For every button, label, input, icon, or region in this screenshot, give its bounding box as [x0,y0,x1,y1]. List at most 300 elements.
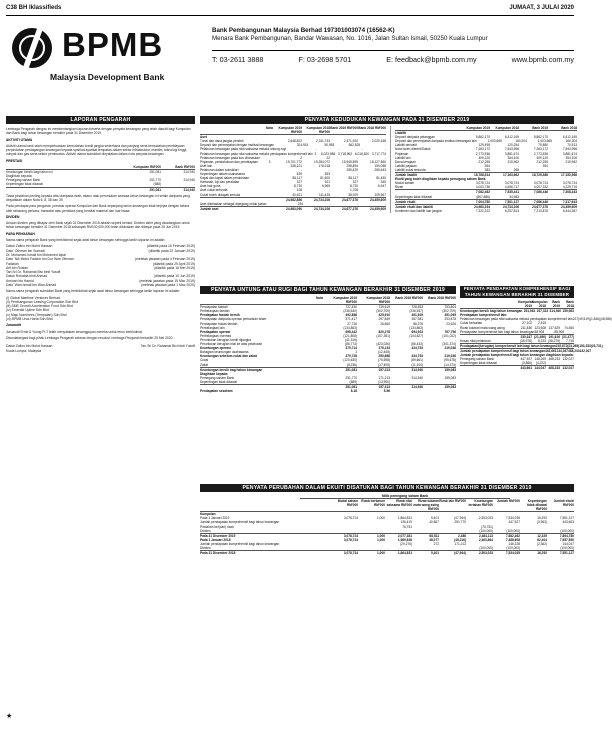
juruaudit-text: Juruaudit Ernst & Young PLT telah menyatakan kesanggupan mereka untuk terus berkhidmat. [6,329,143,334]
row-label: Deposit dan penempatan daripada institusi kewangan lain [395,139,477,144]
subsidiary-name: (i) Global Maritime Ventures Berhad [6,295,60,300]
column-header: Bank 2018 RM'000 [358,126,386,130]
value-cell: (689) [349,379,357,384]
value-cell: 6,444,387 [562,208,577,213]
value-cell: 7,557,590 [559,537,574,542]
row-label: Pendapatan sesaham [200,389,233,394]
column-header: Kumpulan 2019 [466,126,490,130]
value-cell: 5,401 [431,551,439,556]
row-label: Liabiliti cukai tertunda [395,167,426,172]
value-cell: 81,600 [320,176,330,181]
ekuiti-table [200,499,574,555]
column-header: Bank 2019 [552,300,560,309]
value-cell: 74,550 [564,325,574,330]
value-cell: 2,648,822 [287,139,302,144]
value-cell: 739,619 [378,305,390,310]
value-cell: (302,709) [442,309,456,314]
table-row [460,339,574,343]
value-cell: 3,078,724 [343,533,358,538]
value-cell: 275,133 [378,346,390,351]
column-header: Bank 2019 RM'000 [395,296,423,300]
value-cell: 4,007,332 [533,185,548,190]
value-cell: 553 [324,172,330,177]
value-cell: 3,881,674 [562,151,577,156]
value-cell: (107,351) [376,333,390,338]
director-name: Datuk Zalino bin Mohd Hassan [6,244,53,249]
para-2: Pada pendapat para pengarah, prestasi operasi Kumpulan dan Bank sepanjang tahun kewangan tidak terjejas dengan ketara oleh sebarang perkara, transaksi atau peristiwa yang bersifat material dan luar biasa. [6,204,190,213]
note-cell [266,202,275,206]
table-row [200,546,574,550]
value-cell [385,529,412,533]
director-note: (dilantik pada 29 April 2019) [152,261,195,266]
row-label: Kepentingan dalam usahasama [200,172,245,177]
value-cell: (23,265) [567,343,580,348]
value-cell: 6,016,620 [354,151,370,156]
value-cell: - [454,379,456,384]
value-cell: 293,878 [444,317,456,322]
value-cell: 451,095 [444,313,456,318]
signatory-left: Datuk Zalino bin Mohd Hassan [6,344,53,349]
value-cell: 15,701,772 [286,159,302,164]
value-cell: - [575,194,577,199]
column-header [395,126,461,130]
value-cell: (23,731) [590,343,603,348]
row-label: Perbelanjaan overhed [200,333,232,338]
row-label: Pelaburan kewangan pada nilai saksama melalui untung rugi [200,147,286,152]
value-cell: 921 [324,180,330,185]
penyata-kedudukan [200,116,578,284]
value-cell: 728,553 [411,305,423,310]
value-cell: 171,213 [454,541,466,546]
value-cell: (95,678) [444,358,456,363]
value-cell: - [575,167,577,172]
dividen-text: Amaun dividen yang dibayar oleh Bank sejak 31 Disember 2018 adalah seperti berikut: Dividen akhir yang dicadangkan untuk tahun kewangan berakhir 31 Disember 2018 sebanyak RM100,000,000 telah diluluskan dan dibayar pada 28 Jun 2019. [6,221,190,230]
value-cell: 17,163,662 [503,173,519,178]
value-cell: 2,503,023 [478,551,493,556]
row-label: Aset dikelaskan sebagai dipegang untuk jualan [200,201,267,206]
value-cell: 227 [572,317,579,322]
closing-text: Ditandatangani bagi pihak Lembaga Pengarah selaras dengan resolusi Lembaga Pengarah bertarikh 25 Mei 2020. [6,335,174,340]
value-cell: 409,120 [536,155,548,160]
value-cell: 662,825 [348,143,361,148]
row-label: Pendapatan komprehensif lain bagi tahun kewangan [460,329,535,334]
logo-text: BPMB [62,26,164,63]
value-cell: 171,213 [378,375,390,380]
director-note: (meletak jawatan pada 4 Februari 2019) [134,257,195,262]
value-cell: 123,608 [534,325,546,330]
row-label: Pendapatan/(kerugian) komprehensif lain bagi tahun kewangan [460,343,556,348]
value-cell: 22 [326,155,330,160]
value-cell: 159,083 [562,309,574,314]
value-cell: 7,535,441 [504,190,519,195]
value-cell: 109,567 [374,192,386,197]
value-cell: 338,221 [290,163,302,168]
value-cell: 354,106 [565,155,577,160]
value-cell: 425,910 [378,313,390,318]
value-cell: 255,643 [374,167,386,172]
value-cell: 251,081 [345,384,357,389]
note-cell [315,389,324,393]
subsidiary-name: (vi) BPMB Urus Harta Sdn Bhd [6,317,53,322]
fax: F: 03-2698 5701 [298,55,352,64]
value-cell: 2,773,536 [475,151,490,156]
ekuiti-group-head: Milik pemegang saham Bank [300,494,510,499]
value-cell: 1,708 [350,188,358,193]
value-cell: 1,000 [377,516,385,521]
row-label: Kumpulan [200,512,216,517]
column-header: Kumpulan RM'000 [133,165,161,170]
value-cell: - [517,163,519,168]
value-cell: 23,626 [446,321,456,326]
kedudukan-aset-table [200,126,386,213]
header-rule [6,15,574,16]
value-cell: 314,940 [183,187,195,192]
value-cell [520,546,547,550]
value-cell: 354,106 [507,155,519,160]
phone: T: 03-2611 3888 [212,55,264,64]
value-cell: (4,222) [535,361,546,366]
value-cell: 694,923 [411,329,423,334]
row-label: Rizab [395,185,404,190]
value-cell: - [328,188,330,193]
table-row [460,330,574,334]
value-cell: - [454,350,456,355]
penyata-untung-rugi [200,286,456,482]
value-cell: 3,881,674 [504,151,519,156]
value-cell: 58,908 [554,329,565,334]
value-cell: (12,445) [378,350,390,355]
column-header: Nota [315,296,324,300]
row-label: Dividen [200,528,211,533]
value-cell: - [356,172,358,177]
value-cell: 34,983 [509,194,519,199]
subsidiary-name: (ii) Pembangunan Leasing Corporation Sdn Bhd [6,299,79,304]
table-row [200,550,574,555]
value-cell: 178,318 [318,163,330,168]
value-cell: 40,521 [292,192,302,197]
value-cell: - [338,147,340,152]
value-cell: 132,027 [579,349,592,354]
value-cell: 3,078,724 [343,551,358,556]
value-cell: - [558,361,560,366]
row-label: Aset lain [200,163,213,168]
value-cell: 12,329 [537,533,547,538]
director-note: (meletak jawatan pada 15 Mac 2019) [139,278,195,283]
value-cell: (41,316) [345,337,357,342]
note-cell: 3 [268,159,271,164]
value-cell: (29,276) [400,541,412,546]
director-name: Aminah bin Hamid [6,278,34,283]
value-cell: 136,419 [400,520,412,525]
value-cell: 159,083 [444,375,456,380]
row-label: Kepentingan tidak dikawal [6,182,44,187]
value-cell: - [328,167,330,172]
note-cell [265,207,274,211]
value-cell: 255,429 [346,167,358,172]
value-cell: 7,534,035 [505,516,520,521]
value-cell: (3,866) [521,361,532,366]
value-cell: 8,233 [538,338,546,343]
value-cell: 1,989,838 [397,537,412,542]
column-header: Jumlah RM'000 [496,499,520,503]
row-label: Keuntungan operasi [200,346,231,351]
value-cell: 212,255 [478,159,490,164]
director-name: Dr. Mohamed Ismail bin Mohamed Iqbal [6,252,66,257]
value-cell: (76,751) [481,524,493,529]
value-cell: (21,496) [534,334,546,339]
list-item [6,317,195,321]
value-cell: - [300,167,302,172]
value-cell: 24,459,609 [561,204,577,209]
value-cell: 298,894 [346,163,358,168]
row-label: Kesan nilai pelaburan [460,338,491,343]
row-label: Nota boleh diterbit/Sukuk [395,147,431,152]
value-cell: 6,412,169 [504,135,519,140]
row-label: Pada 31 Disember 2019 [200,533,236,538]
column-header: Modal saham RM'000 [337,499,358,508]
value-cell: 219,036 [444,354,456,359]
row-label: Modal saham [395,181,415,186]
row-label: Deposit dan penempatan dengan institusi kewangan [200,143,275,148]
company-info [212,27,574,43]
value-cell: 297,849 [378,317,390,322]
table-header [200,296,456,305]
table-row [200,193,386,197]
value-cell: 111,425 [318,192,330,197]
value-cell: 1,000 [377,551,385,556]
value-cell: 6,412,169 [562,135,577,140]
value-cell: 6,947 [378,184,386,189]
column-header: Bank 2018 [566,300,574,309]
value-cell: 251,081 [149,187,161,192]
column-header: Rizab lain RM'000 [439,499,466,503]
value-cell: 120,254 [507,143,519,148]
value-cell: 62,404 [537,537,547,542]
value-cell: 251,081 [345,367,357,372]
value-cell: (13,900) [378,379,390,384]
row-label [460,366,518,370]
value-cell: 314,940 [411,384,423,389]
value-cell: - [572,329,575,334]
subsidiary-name: (iv) Emerald Upline Sdn Bhd [6,308,49,313]
value-cell: 5,862,170 [475,135,490,140]
value-cell: (3,963) [536,520,547,525]
table-row [6,182,195,186]
value-cell: 251,081 [523,309,536,314]
table-header [200,126,386,135]
row-label: Peruntukan kerugian nilai ke atas pelaburan [200,342,263,347]
value-cell: 3,717,774 [371,151,387,156]
column-header [200,296,315,304]
row-label: Diagihkan kepada: [200,371,229,376]
value-cell: (89,661) [411,358,423,363]
value-cell: 86,117 [348,176,358,181]
value-cell: 443,661 [545,349,557,354]
value-cell: - [388,337,390,342]
value-cell: 16,292 [537,516,547,521]
value-cell: 443,661 [520,366,532,371]
value-cell: 144,047 [534,366,546,371]
value-cell: 7,004,780 [475,199,490,204]
table-row [200,380,456,384]
director-note: (meletak jawatan pada 1 Mac 2020) [141,282,195,287]
column-header: Kumpulan 2019 RM'000 [333,296,357,305]
director-name: Tan Sri Dr. Rahamat Bivi binti Yusoff [6,270,61,275]
director-name: Arif bin Roslan [6,265,29,270]
director-name: Dato' Othman bin Sumadi [6,248,45,253]
value-cell: (86,433) [411,342,423,347]
value-cell: 15,945,895 [342,159,358,164]
value-cell: 132,027 [562,357,574,362]
row-label: Pendapatan komprehensif lain: [460,313,508,318]
value-cell: 219,036 [444,346,456,351]
value-cell: 27,726 [347,321,357,326]
director-name: Datuk Rohaida binti Ahmad [6,274,48,279]
value-cell: 5.56 [383,389,390,394]
row-label: Bahagian keuntungan usahasama [200,350,249,355]
subsidiary-name: (v) Maju Nominees (Tempatan) Sdn Bhd [6,312,67,317]
value-cell: 753,804 [444,305,456,310]
row-label: Pendapatan daripada operasi perbankan Islam [200,317,267,322]
value-cell: 24,982,856 [286,197,302,202]
value-cell: (236,537) [409,309,423,314]
value-cell: 7,317,643 [562,199,577,204]
para-1: Tiada pindahan penting kepada atau daripada rizab, akaun atau peruntukan semasa tahun kewangan ini selain daripada yang dinyatakan dalam Nota 6, 8, 38 dan 39. [6,193,190,202]
value-cell: 491,929 [411,313,423,318]
column-header [6,165,127,169]
value-cell: 5,401 [431,516,439,521]
value-cell: 24,459,609 [370,197,386,202]
value-cell: 234 [297,201,304,206]
row-label: Komitmen dan liabiliti luar jangka [395,208,442,213]
value-cell: 7,086,446 [533,199,548,204]
row-label: Pada 1 Januari 2019 [200,516,230,521]
column-header: Rizab tukaran mata wang asing RM'000 [413,499,439,512]
table-row [200,202,386,206]
table-row [200,389,456,393]
value-cell: - [329,201,331,206]
logo-subtitle: Malaysia Development Bank [50,72,165,82]
subsidiary-name: (iii) SME Growth Acceleration Fund Sdn Bhd [6,304,73,309]
kedudukan-liabiliti-table [395,126,577,213]
row-label: Cukai [200,358,209,363]
row-label: Jumlah liabiliti [395,173,418,178]
row-label: Peruntukan kerugian kredit dijangka [200,337,251,342]
value-cell: 3,718,962 [337,151,353,156]
column-header: Bank 2018 RM'000 [428,296,456,300]
value-cell: 191,616 [548,334,560,339]
value-cell: 327 [296,180,302,185]
value-cell: 50,955 [324,143,335,148]
value-cell: 7,551,127 [559,516,574,521]
value-cell: 2,077,381 [397,533,412,538]
column-header: Bank 2019 RM'000 [330,126,358,130]
value-cell: 219,962 [565,159,577,164]
value-cell: 468,233 [568,349,580,354]
column-header: Kumpulan 2019 RM'000 [278,126,302,135]
row-label: Pindahan ke/(dari) rizab [200,524,234,529]
row-label: Pemegang saham Bank [460,357,495,362]
value-cell: 7,488,608 [505,537,520,542]
value-cell: (101,022) [442,333,456,338]
row-label: Kepentingan tidak dikawal [200,379,238,384]
subsidiari-list [6,296,195,322]
table-row [460,365,574,370]
director-note: (dilantik pada 22 Januari 2019) [148,248,195,253]
row-label: Kapal dan kapal dalam pembinaan [200,176,250,181]
value-cell: (134,863) [343,325,357,330]
value-cell: 251,081 [149,170,161,175]
value-cell: (236,540) [343,309,357,314]
value-cell [439,529,466,533]
band-untung-rugi: PENYATA UNTUNG ATAU RUGI BAGI TAHUN KEWANGAN BERAKHIR 31 DISEMBER 2019 [200,286,456,294]
value-cell: (423,026) [376,342,390,347]
value-cell: 16,292 [537,551,547,556]
website-link[interactable]: www.bpmb.com.my [511,55,574,64]
value-cell: - [384,172,386,177]
value-cell [331,529,358,533]
value-cell: 434,753 [411,354,423,359]
value-cell: 1,000 [377,537,385,542]
value-cell: 409,120 [478,155,490,160]
value-cell: (48,986) [600,317,612,322]
value-cell: 468,233 [548,366,560,371]
value-cell: 2,486 [458,533,466,538]
value-cell: 268 [513,167,519,172]
value-cell: 88,376 [413,321,423,326]
value-cell: (48,216) [454,537,466,542]
value-cell: 1,003,665 [487,139,502,144]
column-header: Kumpulan 2018 RM'000 [306,126,330,135]
place-text: Kuala Lumpur, Malaysia [6,348,42,353]
value-cell: 159,058 [374,163,386,168]
row-label: Jumlah pendapatan komprehensif bagi tahun kewangan diagihkan kepada: [460,353,574,358]
row-label: Cukai boleh didapati semula [200,192,241,197]
column-header: Nota [265,126,274,130]
value-cell: 2,463,864 [478,537,493,542]
value-cell: 160,204 [515,139,527,144]
value-cell [439,546,466,550]
value-cell: 17,150,966 [561,173,577,178]
prestasi-table [6,165,195,192]
value-cell: - [421,379,423,384]
band-komprehensif: PENYATA PENDAPATAN KOMPREHENSIF BAGI TAHUN KEWANGAN BERAKHIR 31 DISEMBER 2019 [460,286,574,298]
value-cell: 6,965 [322,184,330,189]
value-cell: 354 [542,163,548,168]
email-link[interactable]: E: feedback@bpmb.com.my [386,55,477,64]
value-cell: 3,078,724 [504,181,519,186]
value-cell: (31,477) [562,334,574,339]
value-cell: 7,543,956 [504,147,519,152]
value-cell: 2,020,168 [371,139,386,144]
value-cell: - [572,361,574,366]
value-cell: 7,082,462 [475,190,490,195]
value-cell: 345 [380,180,386,185]
value-cell: 7,213,876 [533,208,548,213]
column-header: Bank RM'000 [175,165,195,170]
value-cell: 18,768,514 [474,173,490,178]
value-cell: 81,450 [376,176,386,181]
value-cell: 1,000 [377,533,385,538]
director-name: Fadzilah [6,261,19,266]
row-label: Keuntungan bersih bagi tahun kewangan [200,367,263,372]
value-cell: - [454,325,456,330]
value-cell: 27,102 [522,321,532,326]
value-cell: 698,442 [345,329,357,334]
penyata-ekuiti [200,484,574,708]
table-header [200,499,574,512]
value-cell: 212,255 [536,159,548,164]
